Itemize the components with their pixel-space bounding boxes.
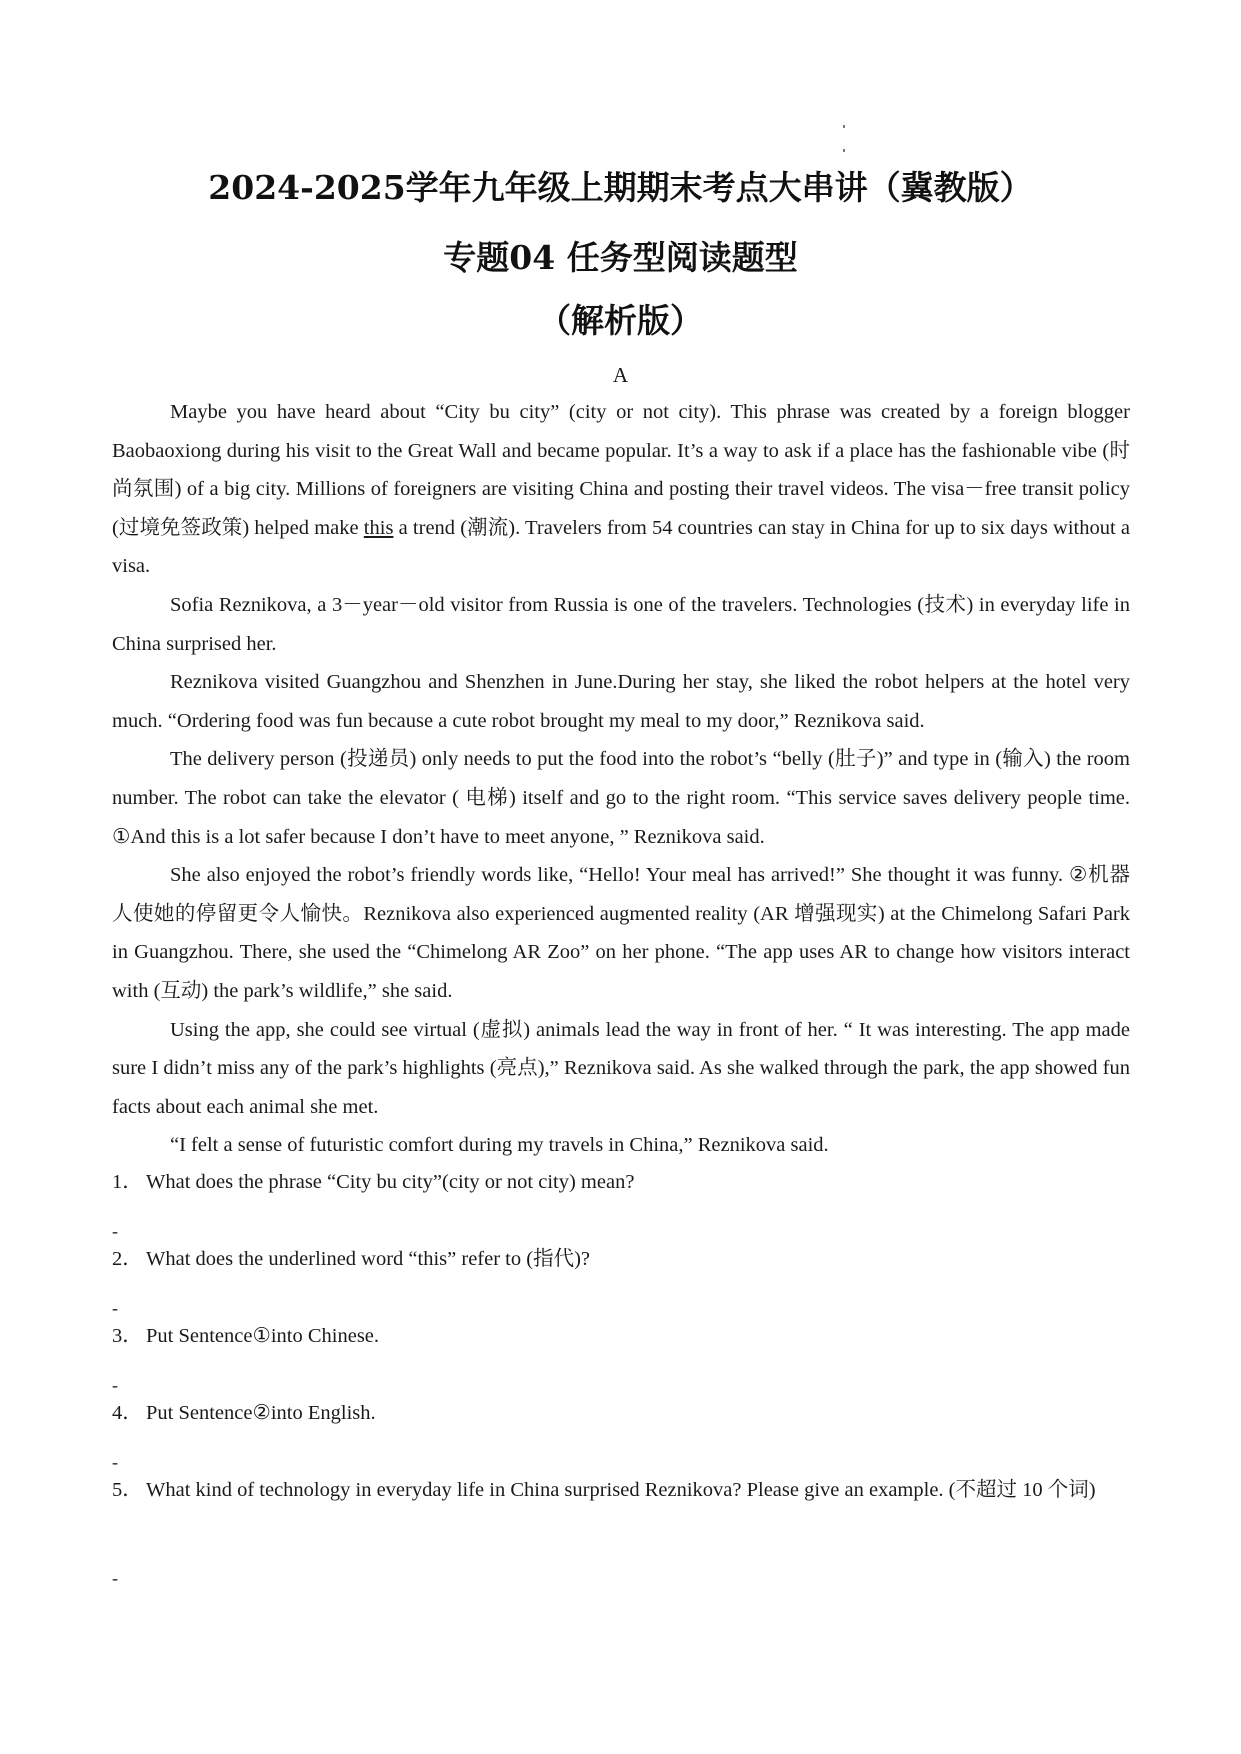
question-5 (112, 1471, 1130, 1510)
answer-line: - (112, 1452, 118, 1472)
question-number: 2． (112, 1248, 143, 1270)
paragraph-5: She also enjoyed the robot’s friendly words like, “Hello! Your meal has arrived!” She thought it was funny. ②机器人使她的停留更令人愉快。Reznikova also experienced augmented reality (AR 增强现实) at the Chimelong Safari Park in Guangzhou. There, she used the “Chimelong AR Zoo” on her phone. “The app uses AR to change how visitors interact with (互动) the park’s wildlife,” she said. (112, 864, 1130, 1002)
paragraph-6: Using the app, she could see virtual (虚拟) animals lead the way in front of her. “ It was interesting. The app made sure I didn’t miss any of the park’s highlights (亮点),” Reznikova said. As she walked through the park, the app showed fun facts about each animal she met. (112, 1018, 1130, 1118)
underlined-word-this: this (363, 516, 394, 539)
question-number: 5． (112, 1479, 143, 1501)
question-2 (112, 1240, 1130, 1279)
question-text: What does the phrase “City bu city”(city or not city) mean? (146, 1171, 635, 1193)
question-text: What kind of technology in everyday life in China surprised Reznikova? Please give an example. (不超过 10 个词) (146, 1479, 1096, 1501)
answer-line: - (112, 1375, 118, 1395)
paragraph-3: Reznikova visited Guangzhou and Shenzhen in June.During her stay, she liked the robot helpers at the hotel very much. “Ordering food was fun because a cute robot brought my meal to my door,” Reznikova said. (112, 671, 1130, 732)
answer-line: - (112, 1298, 118, 1318)
answer-line: - (112, 1568, 118, 1588)
section-label: A (612, 363, 629, 387)
scan-speck (843, 125, 845, 128)
paragraph-4: The delivery person (投递员) only needs to put the food into the robot’s “belly (肚子)” and type in (输入) the room number. The robot can take the elevator ( 电梯) itself and go to the right room. “This service saves delivery people time. ①And this is a lot safer because I don’t have to meet anyone, ” Reznikova said. (112, 748, 1130, 848)
question-4 (112, 1394, 1130, 1433)
answer-line: - (112, 1221, 118, 1241)
document-edition-label: （解析版） (538, 301, 703, 340)
question-number: 1． (112, 1171, 143, 1193)
question-number: 3． (112, 1325, 143, 1347)
scan-speck (843, 149, 845, 152)
reading-passage (112, 393, 1130, 1165)
question-text: What does the underlined word “this” refer to (指代)? (146, 1248, 591, 1270)
paragraph-1-end: a trend (潮流). Travelers from 54 countries can stay in China for up to six days without a visa. (112, 516, 1130, 578)
paragraph-1-start: Maybe you have heard about “City bu city” (city or not city). This phrase was created by a foreign blogger Baobaoxiong during his visit to the Great Wall and became popular. It’s a way to ask if a place has the fashionable vibe (时尚氛围) of a big city. Millions of foreigners are visiting China and posting their travel videos. The visa－free transit policy (过境免签政策) helped make (112, 401, 1130, 539)
document-subtitle: 专题04 任务型阅读题型 (443, 238, 798, 277)
document-title: 2024-2025学年九年级上期期末考点大串讲（冀教版） (208, 168, 1033, 207)
paragraph-1 (112, 393, 1130, 586)
question-3 (112, 1317, 1130, 1356)
question-1 (112, 1163, 1130, 1202)
paragraph-7: “I felt a sense of futuristic comfort during my travels in China,” Reznikova said. (170, 1134, 829, 1157)
question-number: 4． (112, 1402, 143, 1424)
paragraph-2: Sofia Reznikova, a 3－year－old visitor from Russia is one of the travelers. Technologies (技术) in everyday life in China surprised her. (112, 593, 1130, 655)
question-text: Put Sentence②into English. (146, 1402, 376, 1424)
question-text: Put Sentence①into Chinese. (146, 1325, 380, 1347)
